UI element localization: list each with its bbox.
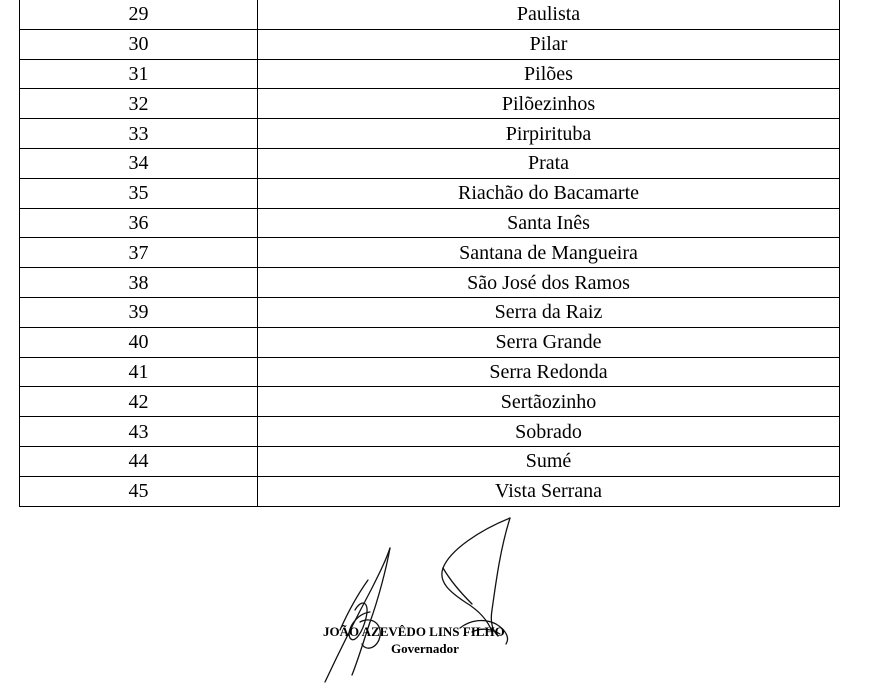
row-number: 41	[20, 357, 258, 387]
table-row	[20, 29, 840, 59]
table-body	[20, 0, 840, 506]
table-row	[20, 417, 840, 447]
table-row	[20, 208, 840, 238]
row-number: 29	[20, 0, 258, 29]
municipality-name: São José dos Ramos	[258, 268, 840, 298]
row-number: 35	[20, 178, 258, 208]
table-row	[20, 327, 840, 357]
row-number: 36	[20, 208, 258, 238]
row-number: 40	[20, 327, 258, 357]
table-row	[20, 89, 840, 119]
row-number: 32	[20, 89, 258, 119]
row-number: 44	[20, 446, 258, 476]
row-number: 34	[20, 148, 258, 178]
municipality-name: Sertãozinho	[258, 387, 840, 417]
table-row	[20, 268, 840, 298]
municipality-name: Pilõezinhos	[258, 89, 840, 119]
row-number: 45	[20, 476, 258, 506]
table-row	[20, 446, 840, 476]
municipality-name: Sumé	[258, 446, 840, 476]
municipality-name: Riachão do Bacamarte	[258, 178, 840, 208]
row-number: 39	[20, 297, 258, 327]
row-number: 43	[20, 417, 258, 447]
municipality-name: Santa Inês	[258, 208, 840, 238]
municipality-name: Sobrado	[258, 417, 840, 447]
row-number: 37	[20, 238, 258, 268]
municipality-table	[19, 0, 840, 507]
table-row	[20, 476, 840, 506]
table-row	[20, 178, 840, 208]
municipality-name: Pilar	[258, 29, 840, 59]
municipality-name: Santana de Mangueira	[258, 238, 840, 268]
table-row	[20, 0, 840, 29]
handwritten-signature	[300, 510, 560, 689]
table-row	[20, 148, 840, 178]
row-number: 38	[20, 268, 258, 298]
table-row	[20, 119, 840, 149]
row-number: 30	[20, 29, 258, 59]
municipality-name: Pilões	[258, 59, 840, 89]
table-row	[20, 238, 840, 268]
municipality-name: Prata	[258, 148, 840, 178]
municipality-name: Pirpirituba	[258, 119, 840, 149]
signatory-name: JOÃO AZEVÊDO LINS FILHO	[323, 624, 505, 639]
row-number: 33	[20, 119, 258, 149]
row-number: 42	[20, 387, 258, 417]
table-row	[20, 59, 840, 89]
municipality-name: Vista Serrana	[258, 476, 840, 506]
signatory-title: Governador	[391, 641, 459, 656]
table-row	[20, 357, 840, 387]
row-number: 31	[20, 59, 258, 89]
municipality-name: Paulista	[258, 0, 840, 29]
municipality-name: Serra Grande	[258, 327, 840, 357]
municipality-name: Serra da Raiz	[258, 297, 840, 327]
municipality-name: Serra Redonda	[258, 357, 840, 387]
table-row	[20, 297, 840, 327]
table-row	[20, 387, 840, 417]
